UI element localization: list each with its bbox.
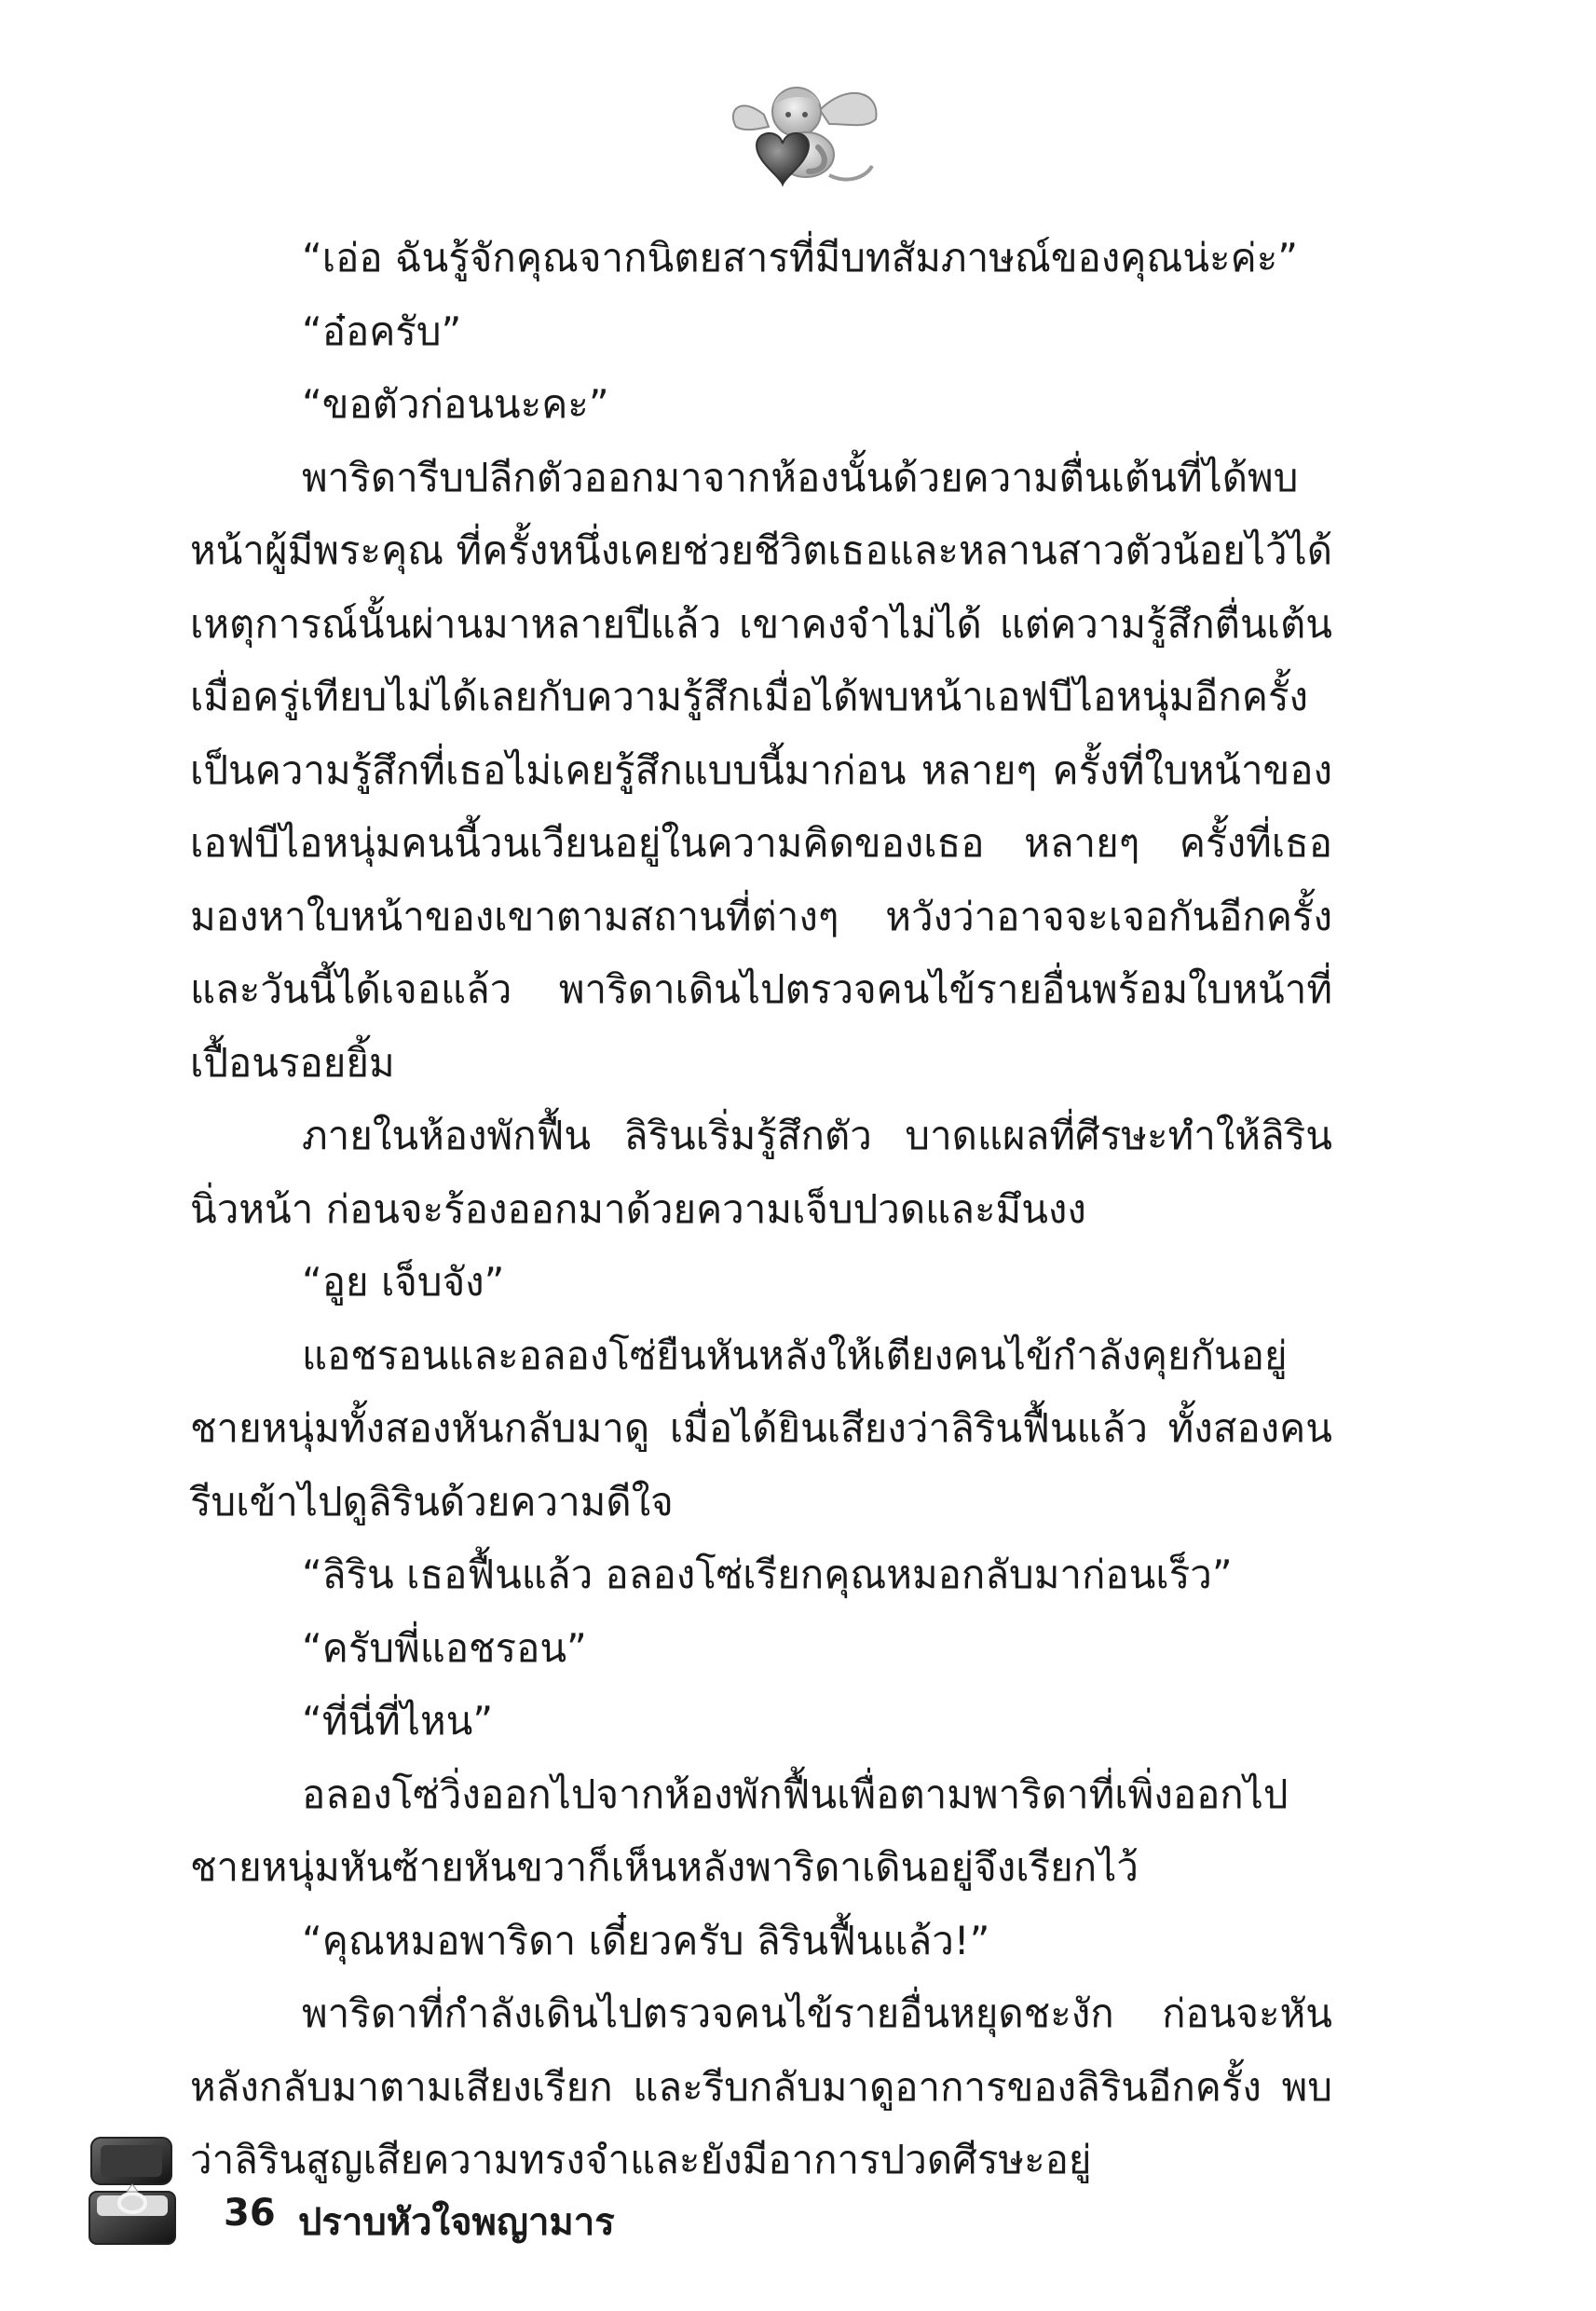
paragraph: “ลิริน เธอฟื้นแล้ว อลองโซ่เรียกคุณหมอกลับมาก่อนเร็ว” — [302, 1552, 1233, 1597]
paragraph: “อูย เจ็บจัง” — [302, 1259, 505, 1305]
paragraph: “อ๋อครับ” — [302, 308, 462, 354]
paragraph: “ครับพี่แอชรอน” — [302, 1624, 587, 1671]
paragraph: “ที่นี่ที่ไหน” — [302, 1698, 494, 1744]
paragraph: “คุณหมอพาริดา เดี๋ยวครับ ลิรินฟื้นแล้ว!” — [302, 1917, 990, 1963]
paragraph: พาริดาที่กำลังเดินไปตรวจคนไข้รายอื่นหยุดชะงัก ก่อนจะหันหลังกลับมาตามเสียงเรียก และรีบกลับมาดูอาการของลิรินอีกครั้ง พบว่าลิรินสูญเสียความทรงจำและยังมีอาการปวดศีรษะอยู่ — [190, 1990, 1332, 2182]
page-number: 36 — [224, 2192, 276, 2235]
paragraph: อลองโซ่วิ่งออกไปจากห้องพักฟื้นเพื่อตามพาริดาที่เพิ่งออกไปชายหนุ่มหันซ้ายหันขวาก็เห็นหลังพาริดาเดินอยู่จึงเรียกไว้ — [190, 1771, 1289, 1890]
paragraph: พาริดารีบปลีกตัวออกมาจากห้องนั้นด้วยความตื่นเต้นที่ได้พบหน้าผู้มีพระคุณ ที่ครั้งหนึ่งเคยช่วยชีวิตเธอและหลานสาวตัวน้อยไว้ได้ เหตุการณ์นั้นผ่านมาหลายปีแล้ว เขาคงจำไม่ได้ แต่ความรู้สึกตื่นเต้นเมื่อครู่เทียบไม่ได้เลยกับความรู้สึกเมื่อได้พบหน้าเอฟบีไอหนุ่มอีกครั้ง เป็นความรู้สึกที่เธอไม่เคยรู้สึกแบบนี้มาก่อน หลายๆ ครั้งที่ใบหน้าของเอฟบีไอหนุ่มคนนี้วนเวียนอยู่ในความคิดของเธอ หลายๆ ครั้งที่เธอมองหาใบหน้าของเขาตามสถานที่ต่างๆ หวังว่าอาจจะเจอกันอีกครั้ง และวันนี้ได้เจอแล้ว พาริดาเดินไปตรวจคนไข้รายอื่นพร้อมใบหน้าที่เปื้อนรอยยิ้ม — [190, 454, 1332, 1086]
ring-box-icon — [84, 2134, 196, 2255]
paragraph: แอชรอนและอลองโซ่ยืนหันหลังให้เตียงคนไข้กำลังคุยกันอยู่ ชายหนุ่มทั้งสองหันกลับมาดู เมื่อได้ยินเสียงว่าลิรินฟื้นแล้ว ทั้งสองคนรีบเข้าไปดูลิรินด้วยความดีใจ — [190, 1332, 1332, 1525]
book-title: ปราบหัวใจพญามาร — [298, 2201, 615, 2244]
cupid-heart-icon — [708, 73, 894, 194]
paragraph: ภายในห้องพักฟื้น ลิรินเริ่มรู้สึกตัว บาดแผลที่ศีรษะทำให้ลิรินนิ่วหน้า ก่อนจะร้องออกมาด้วยความเจ็บปวดและมึนงง — [190, 1113, 1332, 1232]
paragraph: “เอ่อ ฉันรู้จักคุณจากนิตยสารที่มีบทสัมภาษณ์ของคุณน่ะค่ะ” — [302, 235, 1299, 280]
paragraph: “ขอตัวก่อนนะคะ” — [302, 381, 609, 427]
page-footer — [84, 2134, 736, 2255]
body-text — [190, 222, 1332, 2197]
